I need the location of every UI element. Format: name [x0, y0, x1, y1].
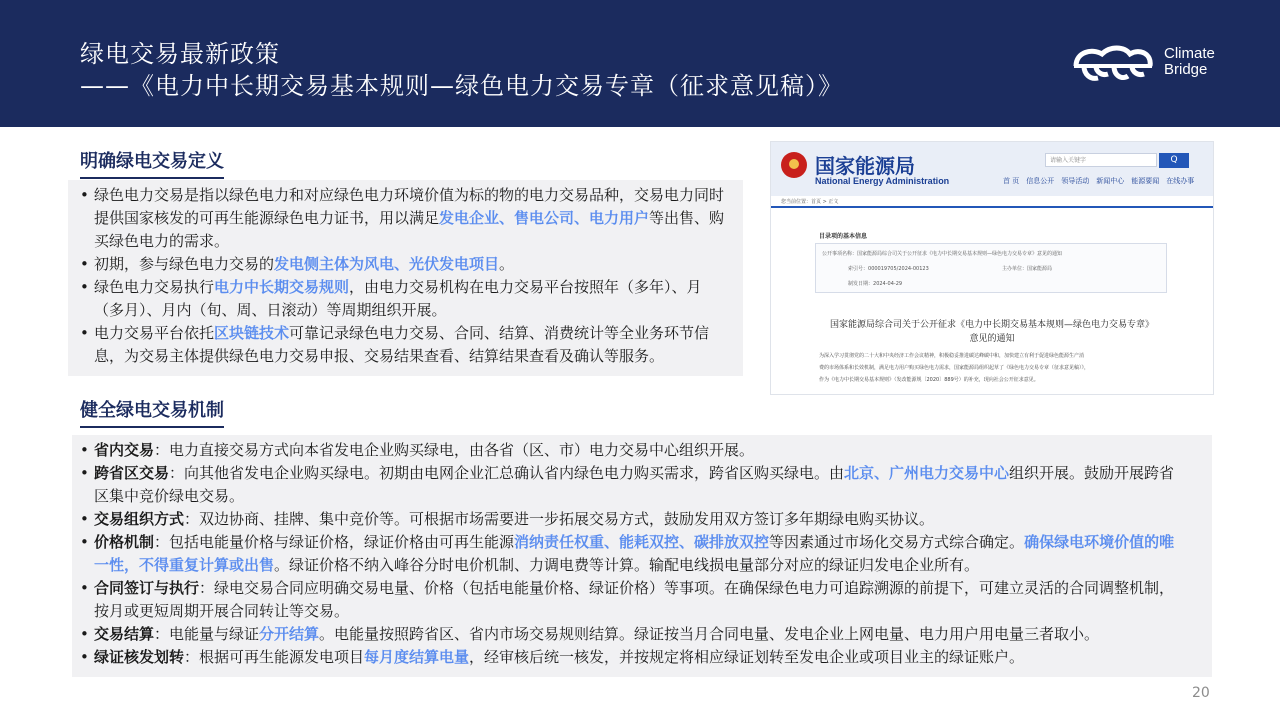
bullet-text: ：电力直接交易方式向本省发电企业购买绿电，由各省（区、市）电力交易中心组织开展。: [154, 441, 755, 459]
bullet-text: 等因素通过市场化交易方式综合确定。: [769, 533, 1025, 551]
bullet-text: ：包括电能量价格与绿证价格，绿证价格由可再生能源: [154, 533, 515, 551]
bullet-text: ：向其他省发电企业购买绿电。初期由电网企业汇总确认省内绿色电力购买需求，跨省区购买绿电。由: [169, 464, 845, 482]
logo-line2: Bridge: [1164, 61, 1208, 78]
climate-bridge-logo: [1070, 42, 1230, 90]
bullet-text: ，由电力交易机构在电力交易平台按照年（多年）、月（多月）、月内（旬、周、日滚动）等周期组织开展。: [94, 278, 702, 319]
logo-line1: Climate: [1164, 45, 1215, 62]
bullet-item: [76, 508, 1184, 531]
nea-doc-line: 作为《电力中长期交易基本规则》（发改能源规〔2020〕889号）的补充，现向社会公开征求意见。: [819, 377, 1039, 383]
bullet-text: 绿色电力交易执行: [94, 278, 215, 296]
bullet-item: [76, 276, 731, 322]
bullet-text: ，经审核后统一核发，并按规定将相应绿证划转至发电企业或项目业主的绿证账户。: [469, 648, 1025, 666]
bullet-text: ：电能量与绿证: [154, 625, 260, 643]
nea-info-label: 制发日期：: [848, 281, 874, 287]
bullet-text: 可靠记录绿色电力交易、合同、结算、消费统计等全业务环节信息，为交易主体提供绿色电力交易申报、交易结果查看、结算结果查看及确认等服务。: [94, 324, 710, 365]
nea-info-value: 000019705/2024-00123: [868, 266, 929, 272]
bullet-text: 绿色电力交易是指以绿色电力和对应绿色电力环境价值为标的物的电力交易品种，交易电力同时提供国家核发的可再生能源绿色电力证书，用以满足: [94, 186, 725, 227]
nea-doc-line: 费的市场体系和长效机制，满足电力用户购买绿色电力需求，国家能源局组织起草了《绿色电力交易专章（征求意见稿）》，: [819, 365, 1090, 371]
nea-breadcrumb: 您当前位置：首页 > 正文: [781, 199, 839, 205]
nea-info-label: 公开事项名称：: [822, 251, 858, 257]
bullet-text: 电力交易平台依托: [94, 324, 215, 342]
nea-nav: 首 页 信息公开 领导活动 新闻中心 能源要闻 在线办事: [1003, 177, 1195, 185]
bullet-text: 。电能量按照跨省区、省内市场交易规则结算。绿证按当月合同电量、发电企业上网电量、电力用户用电量三者取小。: [319, 625, 1100, 643]
bold-label: 绿证核发划转: [94, 648, 185, 666]
nea-doc-body: [819, 350, 1179, 386]
bullet-text: 初期，参与绿色电力交易的: [94, 255, 275, 273]
bullet-item: [76, 462, 1184, 508]
bullet-text: 。绿证价格不纳入峰谷分时电价机制、力调电费等计算。输配电线损电量部分对应的绿证归发电企业所有。: [274, 556, 980, 574]
logo-text: [1164, 46, 1215, 78]
bold-label: 省内交易: [94, 441, 155, 459]
bullet-item: [76, 531, 1184, 577]
section2-box: [72, 435, 1212, 677]
section2-list: [76, 439, 1184, 669]
bullet-item: [76, 623, 1184, 646]
bullet-item: [76, 646, 1184, 669]
nea-site-name-en: National Energy Administration: [815, 176, 950, 186]
nea-info-table: [815, 243, 1167, 293]
page-subtitle: ——《电力中长期交易基本规则—绿色电力交易专章（征求意见稿）》: [80, 72, 843, 100]
national-emblem-icon: [781, 152, 807, 178]
highlight-text: 分开结算: [259, 625, 320, 643]
bullet-item: [76, 439, 1184, 462]
bold-label: 跨省区交易: [94, 464, 170, 482]
nea-website-screenshot: [770, 141, 1214, 395]
bullet-item: [76, 577, 1184, 623]
highlight-text: 确保绿电环境价值的唯一性，不得重复计算或出售: [94, 533, 1175, 574]
nea-info-label: 主办单位：: [1002, 266, 1028, 272]
bullet-text: ：双边协商、挂牌、集中竞价等。可根据市场需要进一步拓展交易方式，鼓励发用双方签订多年期绿电购买协议。: [184, 510, 935, 528]
climate-bridge-icon: [1070, 42, 1156, 86]
highlight-text: 区块链技术: [214, 324, 290, 342]
section2-title: 健全绿电交易机制: [80, 396, 224, 422]
nea-info-value: 国家能源局: [1027, 266, 1053, 272]
nea-info-row: [848, 265, 929, 272]
nea-search-input: 请输入关键字: [1045, 153, 1157, 167]
highlight-text: 北京、广州电力交易中心: [844, 464, 1010, 482]
bullet-text: 等出售、购买绿色电力的需求。: [94, 209, 725, 250]
nea-search-button: Q: [1159, 153, 1189, 168]
bullet-text: 组织开展。鼓励开展跨省区集中竞价绿电交易。: [94, 464, 1175, 505]
nea-info-value: 2024-04-29: [873, 281, 903, 287]
nea-info-label: 索引号：: [848, 266, 869, 272]
bold-label: 合同签订与执行: [94, 579, 200, 597]
nea-divider: [771, 206, 1213, 208]
highlight-text: 发电企业、售电公司、电力用户: [439, 209, 650, 227]
bullet-text: 。: [499, 255, 515, 273]
page-number: 20: [1192, 685, 1210, 701]
bullet-text: ：绿电交易合同应明确交易电量、价格（包括电能量价格、绿证价格）等事项。在确保绿色电力可追踪溯源的前提下，可建立灵活的合同调整机制，按月或更短周期开展合同转让等交易。: [94, 579, 1175, 620]
bold-label: 交易结算: [94, 625, 155, 643]
highlight-text: 消纳责任权重、能耗双控、碳排放双控: [514, 533, 770, 551]
nea-info-row: [848, 280, 902, 287]
nea-info-row: [822, 250, 1062, 257]
highlight-text: 电力中长期交易规则: [214, 278, 350, 296]
highlight-text: 每月度结算电量: [364, 648, 470, 666]
nea-site-name: 国家能源局: [815, 154, 915, 178]
nea-doc-title: 国家能源局综合司关于公开征求《电力中长期交易基本规则—绿色电力交易专章》: [829, 320, 1154, 330]
nea-info-value: 国家能源局综合司关于公开征求《电力中长期交易基本规则—绿色电力交易专章》意见的通知: [857, 251, 1063, 257]
bullet-text: ：根据可再生能源发电项目: [184, 648, 365, 666]
section1-title: 明确绿电交易定义: [80, 147, 224, 173]
page-title: 绿电交易最新政策: [80, 40, 280, 68]
header-banner: [0, 0, 1280, 127]
bullet-item: [76, 184, 731, 253]
section1-list: [76, 184, 731, 368]
nea-doc-title-2: 意见的通知: [969, 334, 1015, 344]
bullet-item: [76, 322, 731, 368]
nea-doc-line: 为深入学习贯彻党的二十大和中央经济工作会议精神，积极稳妥推进碳达峰碳中和，加快建立有利于促进绿色能源生产消: [819, 353, 1085, 359]
nea-info-row: [1002, 265, 1052, 272]
bullet-item: [76, 253, 731, 276]
highlight-text: 发电侧主体为风电、光伏发电项目: [274, 255, 500, 273]
section1-box: [68, 180, 743, 376]
bold-label: 交易组织方式: [94, 510, 185, 528]
bold-label: 价格机制: [94, 533, 155, 551]
nea-info-header: 目录项的基本信息: [819, 233, 868, 240]
